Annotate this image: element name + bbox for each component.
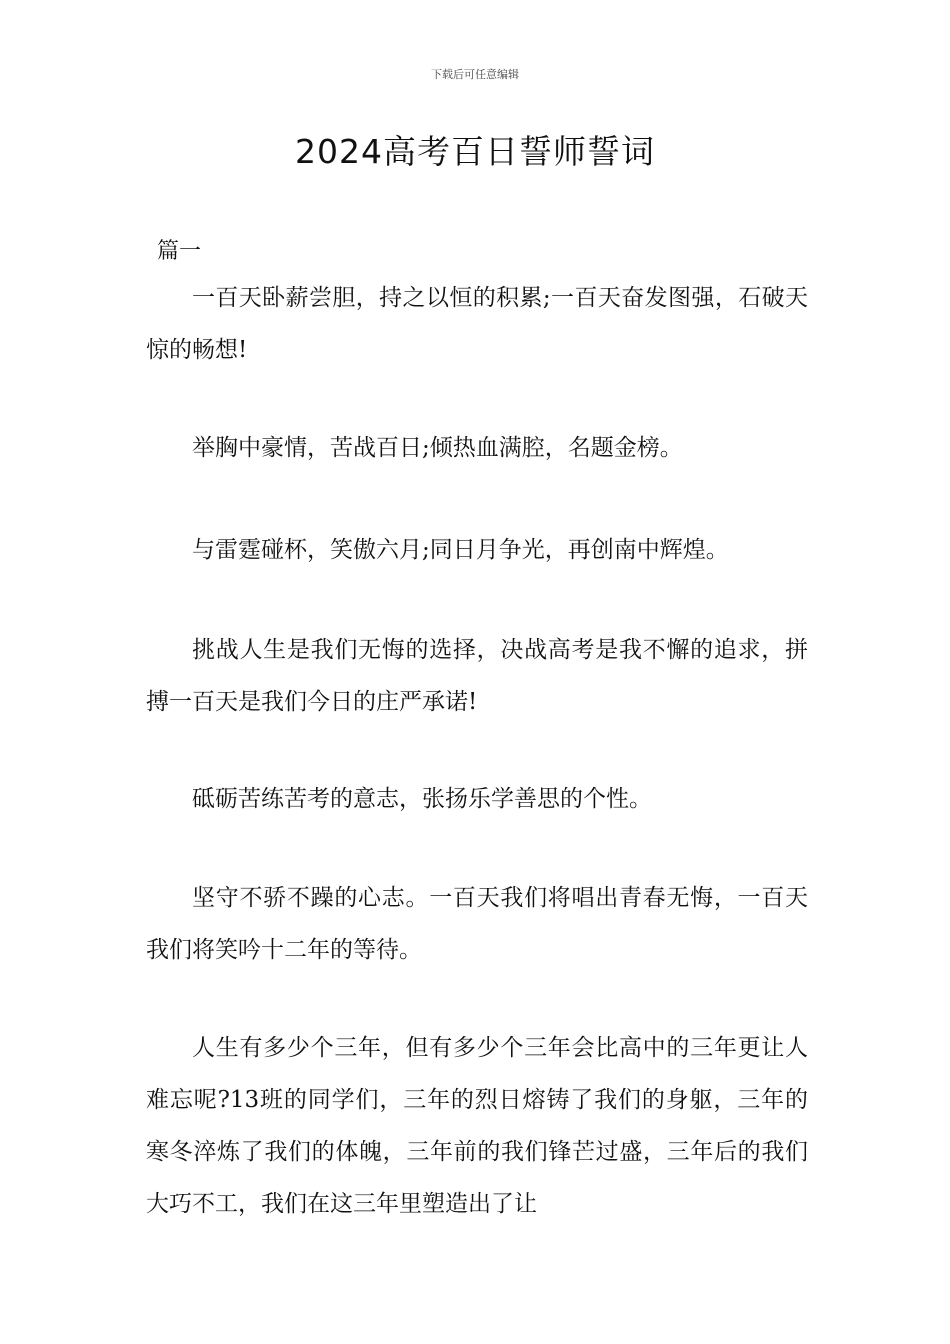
- paragraph-6: 坚守不骄不躁的心志。一百天我们将唱出青春无悔，一百天我们将笑吟十二年的等待。: [146, 885, 808, 963]
- paragraph-5: 砥砺苦练苦考的意志，张扬乐学善思的个性。: [192, 786, 652, 812]
- paragraph-1: 一百天卧薪尝胆，持之以恒的积累;一百天奋发图强，石破天惊的畅想!: [146, 285, 808, 363]
- page-title: 2024高考百日誓师誓词: [295, 132, 655, 171]
- paragraph-3: 与雷霆碰杯，笑傲六月;同日月争光，再创南中辉煌。: [192, 537, 729, 563]
- paragraph-2: 举胸中豪情，苦战百日;倾热血满腔，名题金榜。: [192, 435, 683, 461]
- paragraph-7: 人生有多少个三年，但有多少个三年会比高中的三年更让人难忘呢?13班的同学们，三年的烈日熔铸了我们的身躯，三年的寒冬淬炼了我们的体魄，三年前的我们锋芒过盛，三年后的我们大巧不工，我们在这三年里塑造出了让: [146, 1035, 808, 1217]
- section-label: 篇一: [157, 239, 202, 264]
- header-note: 下载后可任意编辑: [431, 68, 519, 81]
- paragraph-4: 挑战人生是我们无悔的选择，决战高考是我不懈的追求，拼搏一百天是我们今日的庄严承诺!: [146, 637, 808, 715]
